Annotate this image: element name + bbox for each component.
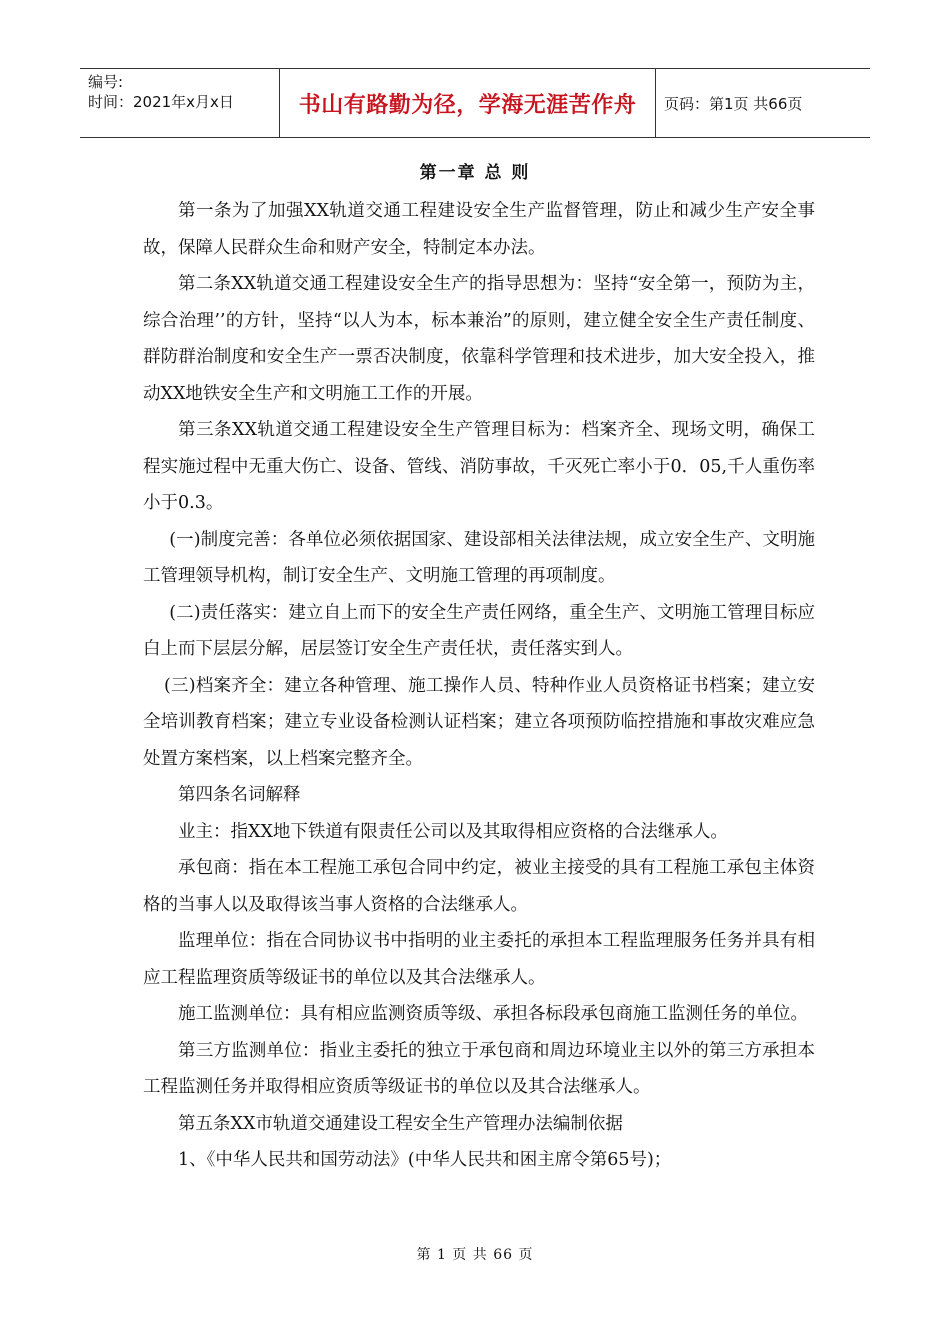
paragraph: 监理单位：指在合同协议书中指明的业主委托的承担本工程监理服务任务并具有相应工程监理资质等级证书的单位以及其合法继承人。 xyxy=(143,931,815,988)
paragraph: (一)制度完善：各单位必须依据国家、建设部相关法律法规，成立安全生产、文明施工管理领导机构，制订安全生产、文明施工管理的再项制度。 xyxy=(143,529,815,586)
document-date: 时间：2021年x月x日 xyxy=(88,93,234,111)
header-motto: 书山有路勤为径，学海无涯苦作舟 xyxy=(280,69,656,137)
paragraph: (二)责任落实：建立自上而下的安全生产责任网络，重全生产、文明施工管理目标应白上而下层层分解，居层签订安全生产责任状，责任落实到人。 xyxy=(143,602,815,659)
paragraph: 第五条XX市轨道交通建设工程安全生产管理办法编制依据 xyxy=(178,1113,623,1134)
paragraph: 第四条名词解释 xyxy=(178,785,301,805)
chapter-title: 第一章 总 则 xyxy=(419,163,531,183)
paragraph: 承包商：指在本工程施工承包合同中约定，被业主接受的具有工程施工承包主体资格的当事人以及取得该当事人资格的合法继承人。 xyxy=(143,858,815,915)
paragraph: 第三条XX轨道交通工程建设安全生产管理目标为：档案齐全、现场文明，确保工程实施过程中无重大伤亡、设备、管线、消防事故，千灭死亡率小于0．05,千人重伤率小于0.3。 xyxy=(143,420,815,513)
paragraph: 业主：指XX地下铁道有限责任公司以及其取得相应资格的合法继承人。 xyxy=(178,821,728,842)
page-header xyxy=(80,68,870,138)
page-footer: 第 1 页 共 66 页 xyxy=(416,1247,534,1263)
paragraph: 第二条XX轨道交通工程建设安全生产的指导思想为：坚持“安全第一，预防为主，综合治理’’的方针，坚持“以人为本，标本兼治”的原则，建立健全安全生产责任制度、群防群治制度和安全生产一票否决制度，依靠科学管理和技术进步，加大安全投入，推动XX地铁安全生产和文明施工工作的开展。 xyxy=(143,274,815,404)
paragraph: 第三方监测单位：指业主委托的独立于承包商和周边环境业主以外的第三方承担本工程监测任务并取得相应资质等级证书的单位以及其合法继承人。 xyxy=(143,1040,815,1097)
paragraph: 第一条为了加强XX轨道交通工程建设安全生产监督管理，防止和减少生产安全事故，保障人民群众生命和财产安全，特制定本办法。 xyxy=(143,201,815,258)
paragraph: 1、《中华人民共和国劳动法》(中华人民共和困主席令第65号)； xyxy=(178,1150,672,1170)
document-number-label: 编号: xyxy=(88,73,124,91)
paragraph: 施工监测单位：具有相应监测资质等级、承担各标段承包商施工监测任务的单位。 xyxy=(178,1004,808,1024)
document-body xyxy=(143,193,815,1179)
paragraph: (三)档案齐全：建立各种管理、施工操作人员、特种作业人员资格证书档案；建立安全培训教育档案；建立专业设备检测认证档案；建立各项预防临控措施和事故灾难应急处置方案档案，以上档案完整齐全。 xyxy=(143,675,815,769)
header-page-info: 页码：第1页 共66页 xyxy=(664,94,803,113)
header-meta xyxy=(80,69,280,137)
